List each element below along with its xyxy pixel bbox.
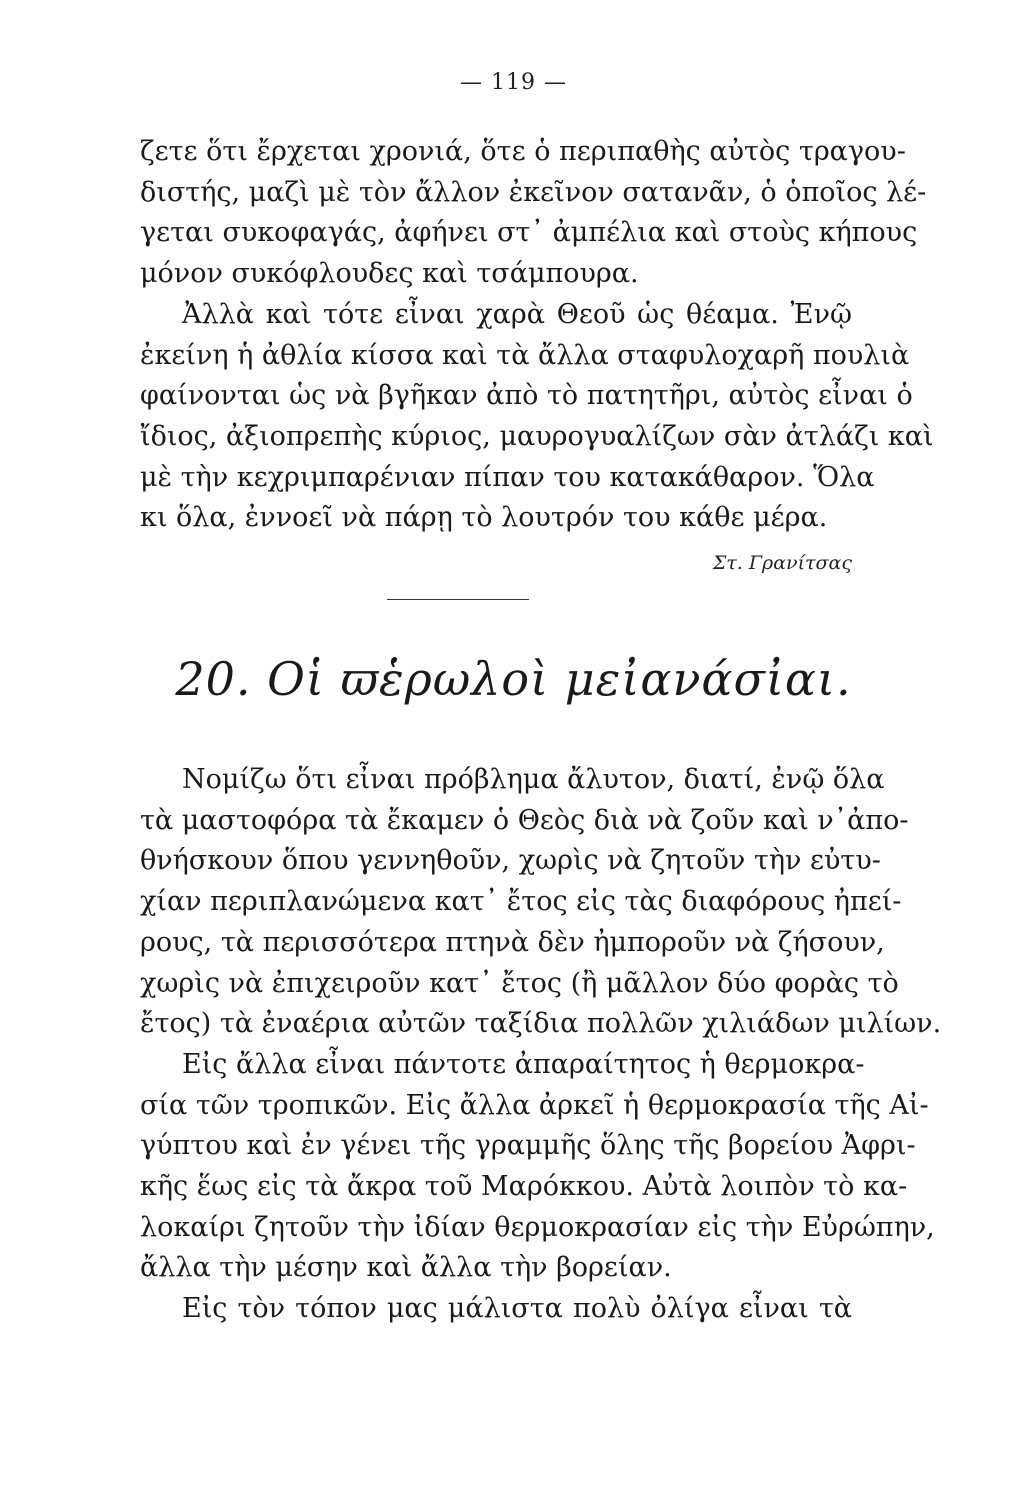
- text-line: Ἀλλὰ καὶ τότε εἶναι χαρὰ Θεοῦ ὡς θέαμα. Ἐνῷ: [182, 298, 852, 330]
- text-line: διστής, μαζὶ μὲ τὸν ἄλλον ἐκεῖνον σατανᾶν, ὁ ὁποῖος λέ-: [140, 176, 927, 208]
- page-number: — 119 —: [460, 70, 567, 95]
- text-line: ρους, τὰ περισσότερα πτηνὰ δὲν ἠμποροῦν νὰ ζήσουν,: [140, 926, 885, 958]
- text-line: τὰ μαστοφόρα τὰ ἔκαμεν ὁ Θεὸς διὰ νὰ ζοῦν καὶ ν᾿ἀπο-: [140, 804, 909, 836]
- text-line: χωρὶς νὰ ἐπιχειροῦν κατ᾿ ἔτος (ἢ μᾶλλον δύο φορὰς τὸ: [140, 967, 899, 999]
- text-line: μὲ τὴν κεχριμπαρένιαν πίπαν του κατακάθαρον. Ὅλα: [140, 461, 875, 493]
- text-line: χίαν περιπλανώμενα κατ᾿ ἔτος εἰς τὰς διαφόρους ἠπεί-: [140, 886, 902, 918]
- text-line: κῆς ἕως εἰς τὰ ἄκρα τοῦ Μαρόκκου. Αὐτὰ λοιπὸν τὸ κα-: [140, 1171, 908, 1203]
- text-line: ζετε ὅτι ἔρχεται χρονιά, ὅτε ὁ περιπαθὴς αὐτὸς τραγου-: [140, 136, 906, 167]
- text-line: ἴδιος, ἀξιοπρεπὴς κύριος, μαυρογυαλίζων σὰν ἀτλάζι καὶ: [140, 420, 934, 452]
- section-divider: [387, 599, 529, 600]
- text-line: λοκαίρι ζητοῦν τὴν ἰδίαν θερμοκρασίαν εἰς τὴν Εὐρώπην,: [140, 1211, 935, 1243]
- text-line: σία τῶν τροπικῶν. Εἰς ἄλλα ἀρκεῖ ἡ θερμοκρασία τῆς Αἰ-: [140, 1089, 929, 1121]
- text-line: κι ὅλα, ἐννοεῖ νὰ πάρῃ τὸ λουτρόν του κάθε μέρα.: [140, 502, 828, 534]
- section-title: 20. Οἱ ϖἑρωλοὶ μεἰανάσἰαι.: [175, 652, 852, 706]
- passage-continued: [140, 132, 934, 539]
- section-body: [140, 760, 942, 1330]
- text-line: μόνον συκόφλουδες καὶ τσάμπουρα.: [140, 258, 639, 290]
- text-line: Εἰς τὸν τόπον μας μάλιστα πολὺ ὀλίγα εἶναι τὰ: [182, 1293, 852, 1325]
- text-line: θνήσκουν ὅπου γεννηθοῦν, χωρὶς νὰ ζητοῦν τὴν εὐτυ-: [140, 845, 881, 877]
- text-line: ἐκείνη ἡ ἀθλία κίσσα καὶ τὰ ἄλλα σταφυλοχαρῆ πουλιὰ: [140, 339, 910, 371]
- text-line: Εἰς ἄλλα εἶναι πάντοτε ἀπαραίτητος ἡ θερμοκρα-: [182, 1048, 865, 1080]
- text-line: ἔτος) τὰ ἐναέρια αὐτῶν ταξίδια πολλῶν χιλιάδων μιλίων.: [140, 1008, 942, 1040]
- text-line: Νομίζω ὅτι εἶναι πρόβλημα ἄλυτον, διατί, ἐνῷ ὅλα: [182, 764, 885, 795]
- author-signature: Στ. Γρανίτσας: [712, 552, 852, 574]
- text-line: γύπτου καὶ ἐν γένει τῆς γραμμῆς ὅλης τῆς βορείου Ἀφρι-: [140, 1130, 916, 1162]
- text-line: γεται συκοφαγάς, ἀφήνει στ᾿ ἀμπέλια καὶ στοὺς κήπους: [140, 217, 918, 249]
- text-line: φαίνονται ὡς νὰ βγῆκαν ἀπὸ τὸ πατητῆρι, αὐτὸς εἶναι ὁ: [140, 380, 913, 412]
- text-line: ἄλλα τὴν μέσην καὶ ἄλλα τὴν βορείαν.: [140, 1252, 672, 1284]
